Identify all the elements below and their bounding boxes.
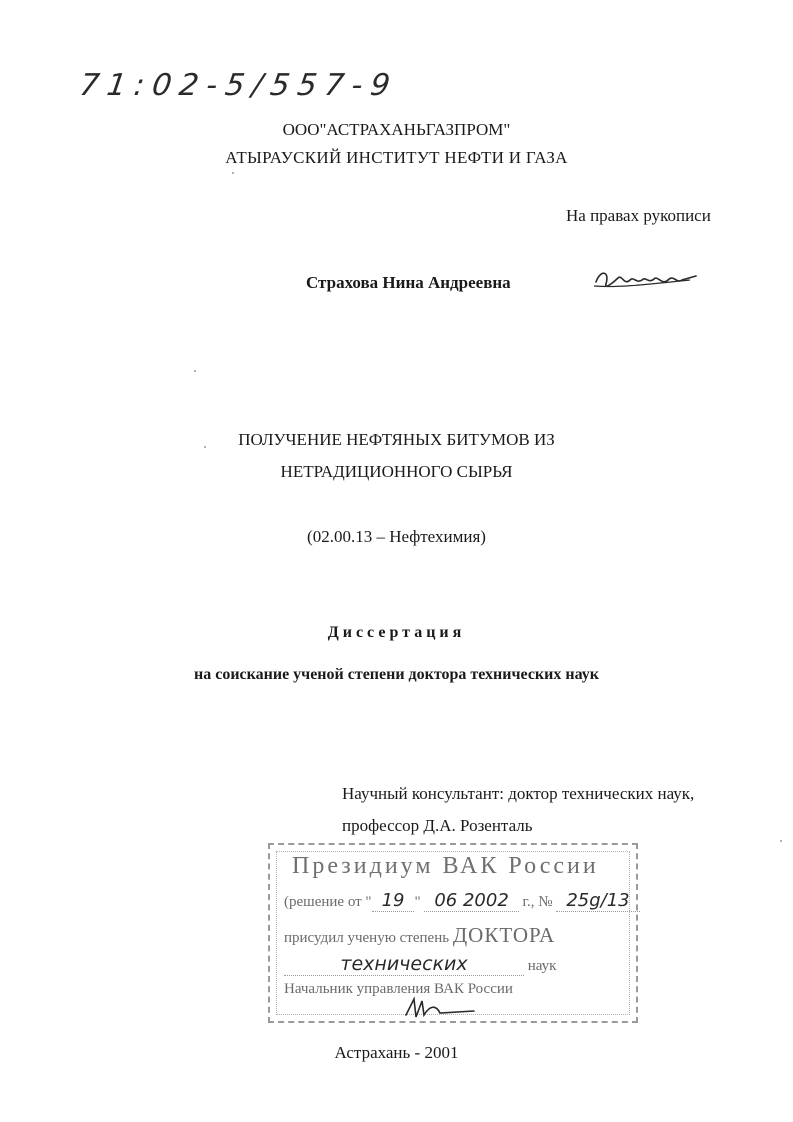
consultant-line-1: Научный консультант: доктор технических наук, [342,784,695,803]
stamp-title: Президиум ВАК России [292,853,599,879]
archive-number: 71:02-5/557-9 [77,68,401,103]
scan-speck [232,172,234,174]
scan-speck [194,370,196,372]
stamp-chief: Начальник управления ВАК России [284,981,513,997]
scan-speck [780,840,782,842]
stamp-field-suffix: наук [527,958,557,974]
title-line-1: ПОЛУЧЕНИЕ НЕФТЯНЫХ БИТУМОВ ИЗ [238,430,555,449]
consultant-line-2: профессор Д.А. Розенталь [342,816,533,835]
stamp-field [284,953,624,976]
title-line-2: НЕТРАДИЦИОННОГО СЫРЬЯ [280,462,513,481]
organization-line-2: АТЫРАУСКИЙ ИНСТИТУТ НЕФТИ И ГАЗА [225,148,568,167]
author-signature [590,262,700,296]
vak-stamp [268,843,638,1023]
stamp-number-prefix: г., № [522,894,553,910]
stamp-signature [400,995,480,1023]
stamp-awarded-text: присудил ученую степень [284,930,450,946]
degree-line: на соискание ученой степени доктора технических наук [194,666,599,683]
stamp-decision-number: 25g/13 [556,890,639,912]
stamp-awarded [284,923,555,948]
stamp-field-handwritten: технических [284,953,524,976]
stamp-decision-mid: " [414,894,421,910]
organization-line-1: ООО"АСТРАХАНЬГАЗПРОМ" [282,120,511,139]
stamp-decision-prefix: (решение от " [284,894,372,910]
stamp-decision [284,890,640,911]
scan-speck [204,446,206,448]
rights-note: На правах рукописи [566,206,711,225]
stamp-decision-date: 06 2002 [424,890,518,912]
stamp-degree-word: ДОКТОРА [452,923,556,947]
specialty: (02.00.13 – Нефтехимия) [307,527,486,546]
stamp-decision-day: 19 [372,890,415,912]
document-type: Диссертация [327,624,466,641]
city-year: Астрахань - 2001 [334,1043,459,1062]
author-name: Страхова Нина Андреевна [306,273,511,292]
